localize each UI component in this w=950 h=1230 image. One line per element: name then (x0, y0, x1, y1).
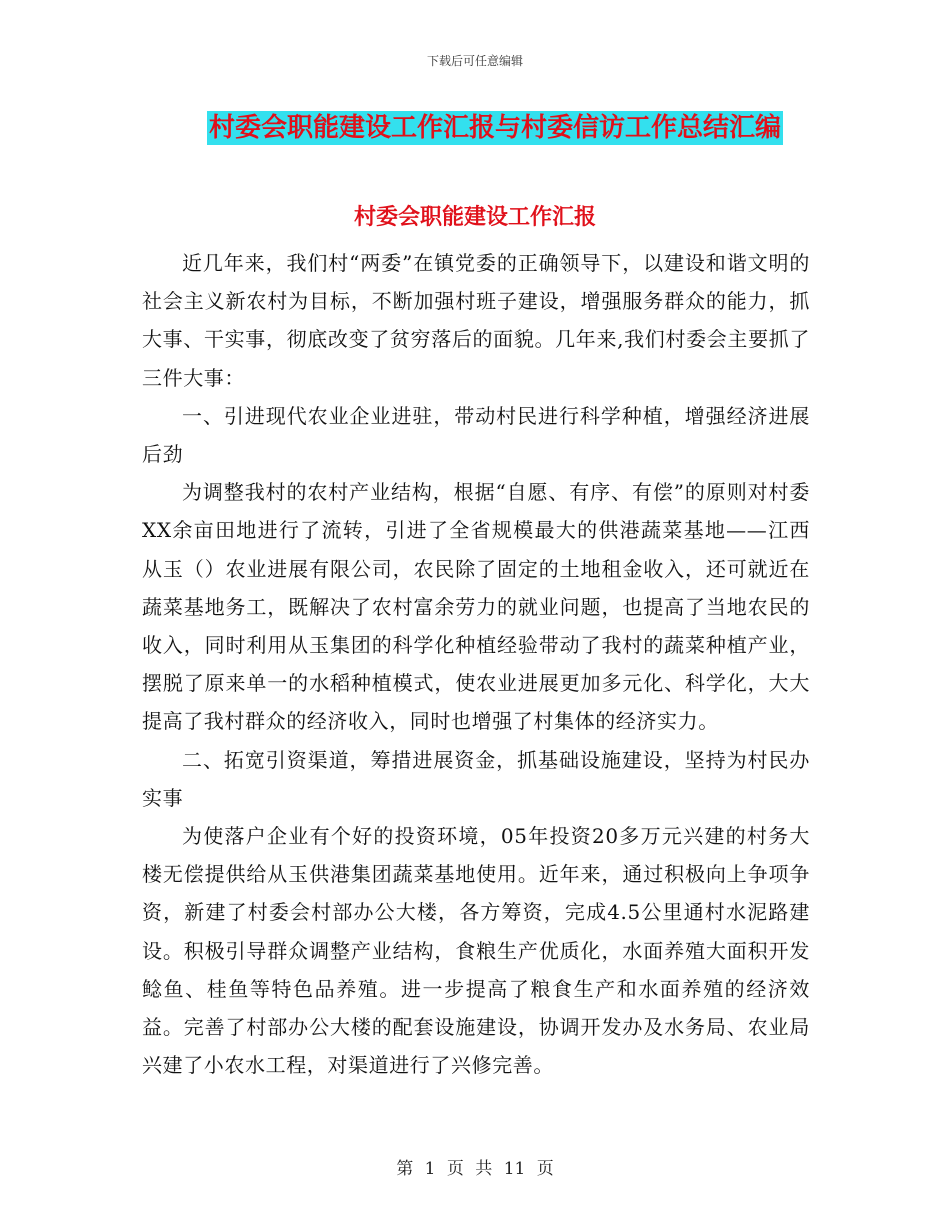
paragraph-intro: 近几年来，我们村“两委”在镇党委的正确领导下，以建设和谐文明的社会主义新农村为目标，不断加强村班子建设，增强服务群众的能力，抓大事、干实事，彻底改变了贫穷落后的面貌。几年来,我们村委会主要抓了三件大事： (142, 251, 810, 390)
page-footer: 第 1 页 共 11 页 (396, 1159, 554, 1179)
paragraph-body-1: 为调整我村的农村产业结构，根据“自愿、有序、有偿”的原则对村委XX余亩田地进行了流转，引进了全省规模最大的供港蔬菜基地——江西从玉（）农业进展有限公司，农民除了固定的土地租金收入，还可就近在蔬菜基地务工，既解决了农村富余劳力的就业问题，也提高了当地农民的收入，同时利用从玉集团的科学化种植经验带动了我村的蔬菜种植产业，摆脱了原来单一的水稻种植模式，使农业进展更加多元化、科学化，大大提高了我村群众的经济收入，同时也增强了村集体的经济实力。 (142, 480, 810, 734)
paragraph-heading-1: 一、引进现代农业企业进驻，带动村民进行科学种植，增强经济进展后劲 (142, 403, 810, 467)
main-title: 村委会职能建设工作汇报与村委信访工作总结汇编 (209, 113, 782, 143)
page-header-note: 下载后可任意编辑 (426, 54, 523, 68)
paragraph-heading-2: 二、拓宽引资渠道，筹措进展资金，抓基础设施建设，坚持为村民办实事 (142, 747, 810, 810)
document-body (142, 244, 810, 1084)
paragraph-body-2: 为使落户企业有个好的投资环境，05年投资20多万元兴建的村务大楼无偿提供给从玉供港集团蔬菜基地使用。近年来，通过积极向上争项争资，新建了村委会村部办公大楼，各方筹资，完成4.5公里通村水泥路建设。积极引导群众调整产业结构，食粮生产优质化，水面养殖大面积开发鲶鱼、桂鱼等特色品养殖。进一步提高了粮食生产和水面养殖的经济效益。完善了村部办公大楼的配套设施建设，协调开发办及水务局、农业局兴建了小农水工程，对渠道进行了兴修完善。 (142, 824, 810, 1078)
section-title: 村委会职能建设工作汇报 (353, 204, 596, 230)
